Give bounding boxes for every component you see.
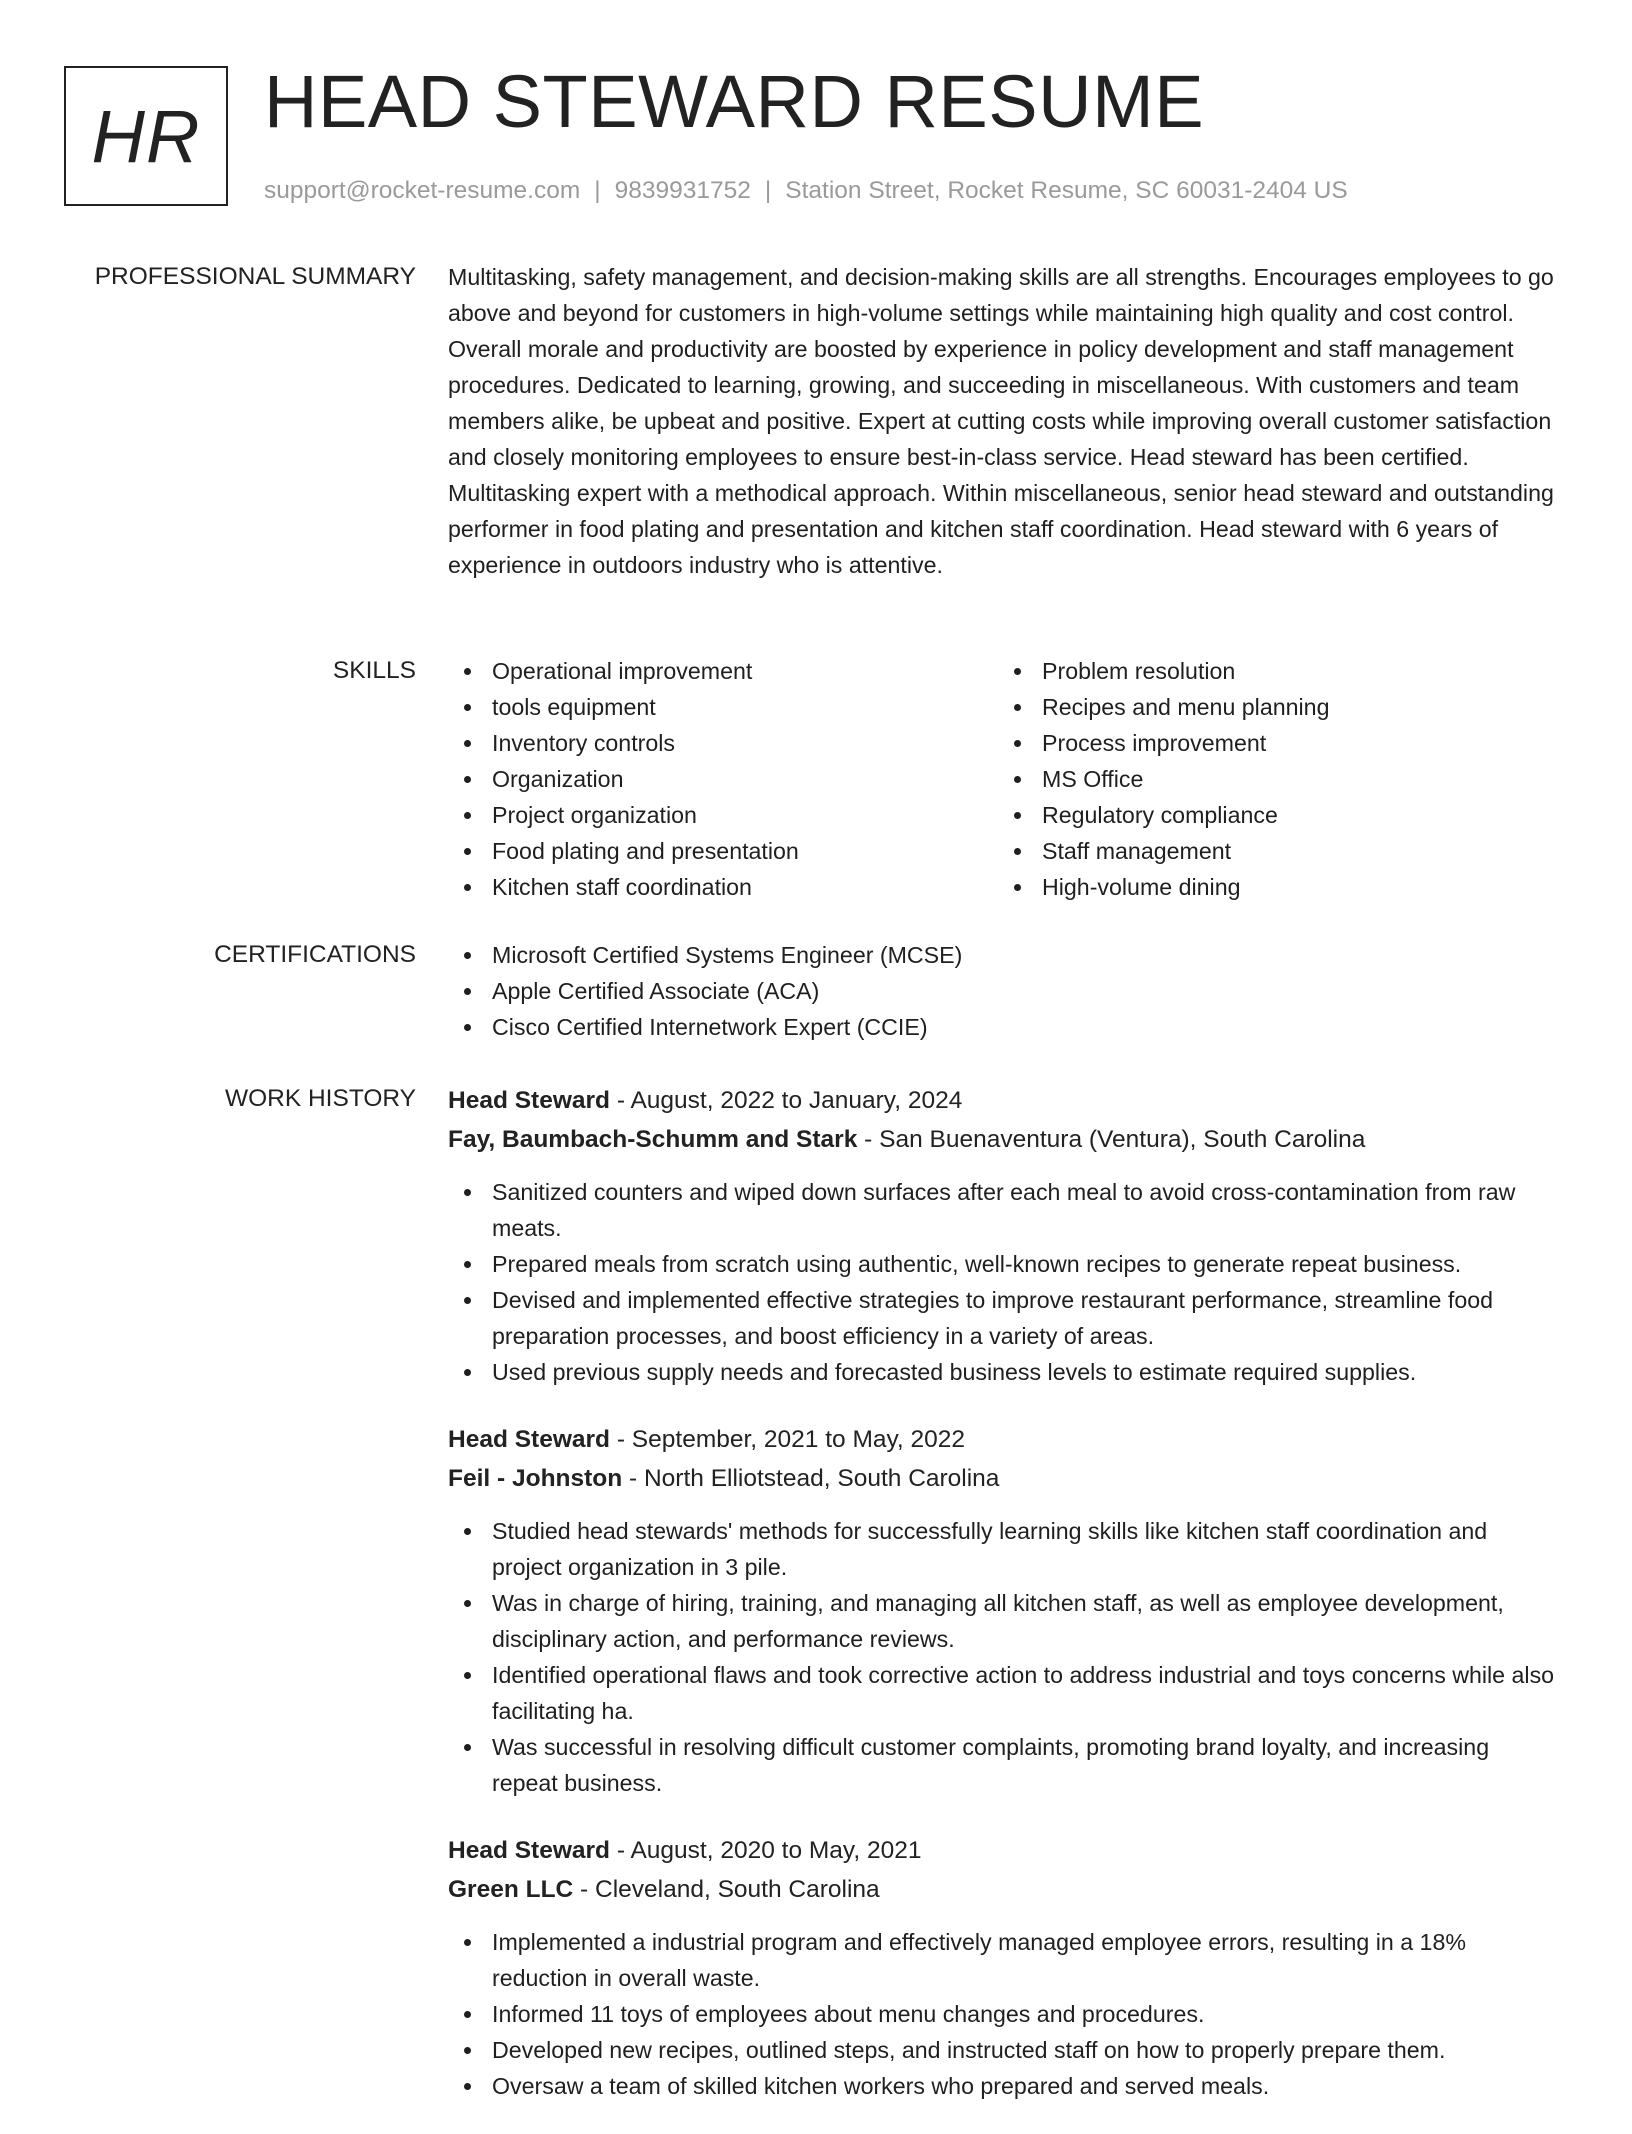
job-title-line	[448, 1831, 1560, 1870]
certification-item: Microsoft Certified Systems Engineer (MCSE)	[448, 937, 1560, 973]
job-title: Head Steward	[448, 1837, 611, 1864]
job-bullet: Used previous supply needs and forecasted business levels to estimate required supplies.	[448, 1354, 1560, 1390]
contact-address: Station Street, Rocket Resume, SC 60031-2404 US	[785, 177, 1348, 204]
job-location: - North Elliotstead, South Carolina	[622, 1465, 1000, 1492]
summary-body	[448, 259, 1560, 583]
skill-item: Regulatory compliance	[998, 797, 1548, 833]
skill-item: Project organization	[448, 797, 998, 833]
contact-separator: |	[594, 177, 601, 204]
job-title-line	[448, 1420, 1560, 1459]
skill-item: tools equipment	[448, 689, 998, 725]
job-bullet: Identified operational flaws and took corrective action to address industrial and toys concerns while also facilitating ha.	[448, 1657, 1560, 1729]
summary-text: Multitasking, safety management, and decision-making skills are all strengths. Encourages employees to go above and beyond for customers in high-volume settings while maintaining high quality and cost control. Overall morale and productivity are boosted by experience in policy development and staff management procedures. Dedicated to learning, growing, and succeeding in miscellaneous. With customers and team members alike, be upbeat and positive. Expert at cutting costs while improving overall customer satisfaction and closely monitoring employees to ensure best-in-class service. Head steward has been certified. Multitasking expert with a methodical approach. Within miscellaneous, senior head steward and outstanding performer in food plating and presentation and kitchen staff coordination. Head steward with 6 years of experience in outdoors industry who is attentive.	[448, 264, 1554, 578]
monogram-initials: HR	[91, 94, 201, 178]
job-company: Feil - Johnston	[448, 1465, 623, 1492]
job-company-line	[448, 1120, 1560, 1159]
contact-phone: 9839931752	[614, 177, 751, 204]
skill-item: Food plating and presentation	[448, 833, 998, 869]
job-bullet: Sanitized counters and wiped down surfaces after each meal to avoid cross-contamination from raw meats.	[448, 1174, 1560, 1246]
certifications-body	[448, 937, 1560, 1045]
skill-item: Kitchen staff coordination	[448, 869, 998, 905]
skills-list-right	[998, 653, 1548, 905]
job-entry	[448, 1420, 1560, 1801]
skill-item: Recipes and menu planning	[998, 689, 1548, 725]
summary-label: PROFESSIONAL SUMMARY	[94, 263, 416, 290]
work-history-body	[448, 1081, 1560, 2134]
skills-label: SKILLS	[332, 657, 416, 684]
contact-email: support@rocket-resume.com	[264, 177, 581, 204]
contact-separator: |	[764, 177, 772, 204]
skill-item: High-volume dining	[998, 869, 1548, 905]
job-entry	[448, 1831, 1560, 2104]
certification-item: Cisco Certified Internetwork Expert (CCIE)	[448, 1009, 1560, 1045]
job-dates: - September, 2021 to May, 2022	[610, 1426, 966, 1453]
job-dates: - August, 2022 to January, 2024	[610, 1087, 963, 1114]
monogram-box	[64, 66, 228, 206]
job-bullet: Oversaw a team of skilled kitchen workers who prepared and served meals.	[448, 2068, 1560, 2104]
job-bullet: Studied head stewards' methods for successfully learning skills like kitchen staff coordination and project organization in 3 pile.	[448, 1513, 1560, 1585]
skill-item: Organization	[448, 761, 998, 797]
skill-item: Inventory controls	[448, 725, 998, 761]
skills-body	[448, 653, 1560, 905]
work-history-label: WORK HISTORY	[224, 1085, 416, 1112]
job-bullets	[448, 1513, 1560, 1801]
job-title: Head Steward	[448, 1426, 611, 1453]
job-location: - Cleveland, South Carolina	[573, 1876, 880, 1903]
job-bullets	[448, 1174, 1560, 1390]
skills-list-left	[448, 653, 998, 905]
certifications-label: CERTIFICATIONS	[214, 941, 416, 968]
job-company-line	[448, 1870, 1560, 1909]
job-title-line	[448, 1081, 1560, 1120]
job-bullet: Prepared meals from scratch using authentic, well-known recipes to generate repeat business.	[448, 1246, 1560, 1282]
certifications-list	[448, 937, 1560, 1045]
certification-item: Apple Certified Associate (ACA)	[448, 973, 1560, 1009]
job-bullet: Implemented a industrial program and effectively managed employee errors, resulting in a 18% reduction in overall waste.	[448, 1924, 1560, 1996]
job-company: Green LLC	[448, 1876, 574, 1903]
job-company-line	[448, 1459, 1560, 1498]
job-bullet: Was in charge of hiring, training, and managing all kitchen staff, as well as employee development, disciplinary action, and performance reviews.	[448, 1585, 1560, 1657]
job-bullets	[448, 1924, 1560, 2104]
skill-item: Staff management	[998, 833, 1548, 869]
job-bullet: Devised and implemented effective strategies to improve restaurant performance, streamline food preparation processes, and boost efficiency in a variety of areas.	[448, 1282, 1560, 1354]
job-title: Head Steward	[448, 1087, 611, 1114]
resume-title: HEAD STEWARD RESUME	[264, 60, 1205, 143]
job-bullet: Developed new recipes, outlined steps, and instructed staff on how to properly prepare them.	[448, 2032, 1560, 2068]
skill-item: Process improvement	[998, 725, 1548, 761]
contact-line	[264, 174, 1348, 208]
job-location: - San Buenaventura (Ventura), South Carolina	[857, 1126, 1366, 1153]
skill-item: Problem resolution	[998, 653, 1548, 689]
job-entry	[448, 1081, 1560, 1390]
job-company: Fay, Baumbach-Schumm and Stark	[448, 1126, 858, 1153]
skill-item: Operational improvement	[448, 653, 998, 689]
job-dates: - August, 2020 to May, 2021	[610, 1837, 922, 1864]
job-bullet: Informed 11 toys of employees about menu changes and procedures.	[448, 1996, 1560, 2032]
skill-item: MS Office	[998, 761, 1548, 797]
job-bullet: Was successful in resolving difficult customer complaints, promoting brand loyalty, and increasing repeat business.	[448, 1729, 1560, 1801]
